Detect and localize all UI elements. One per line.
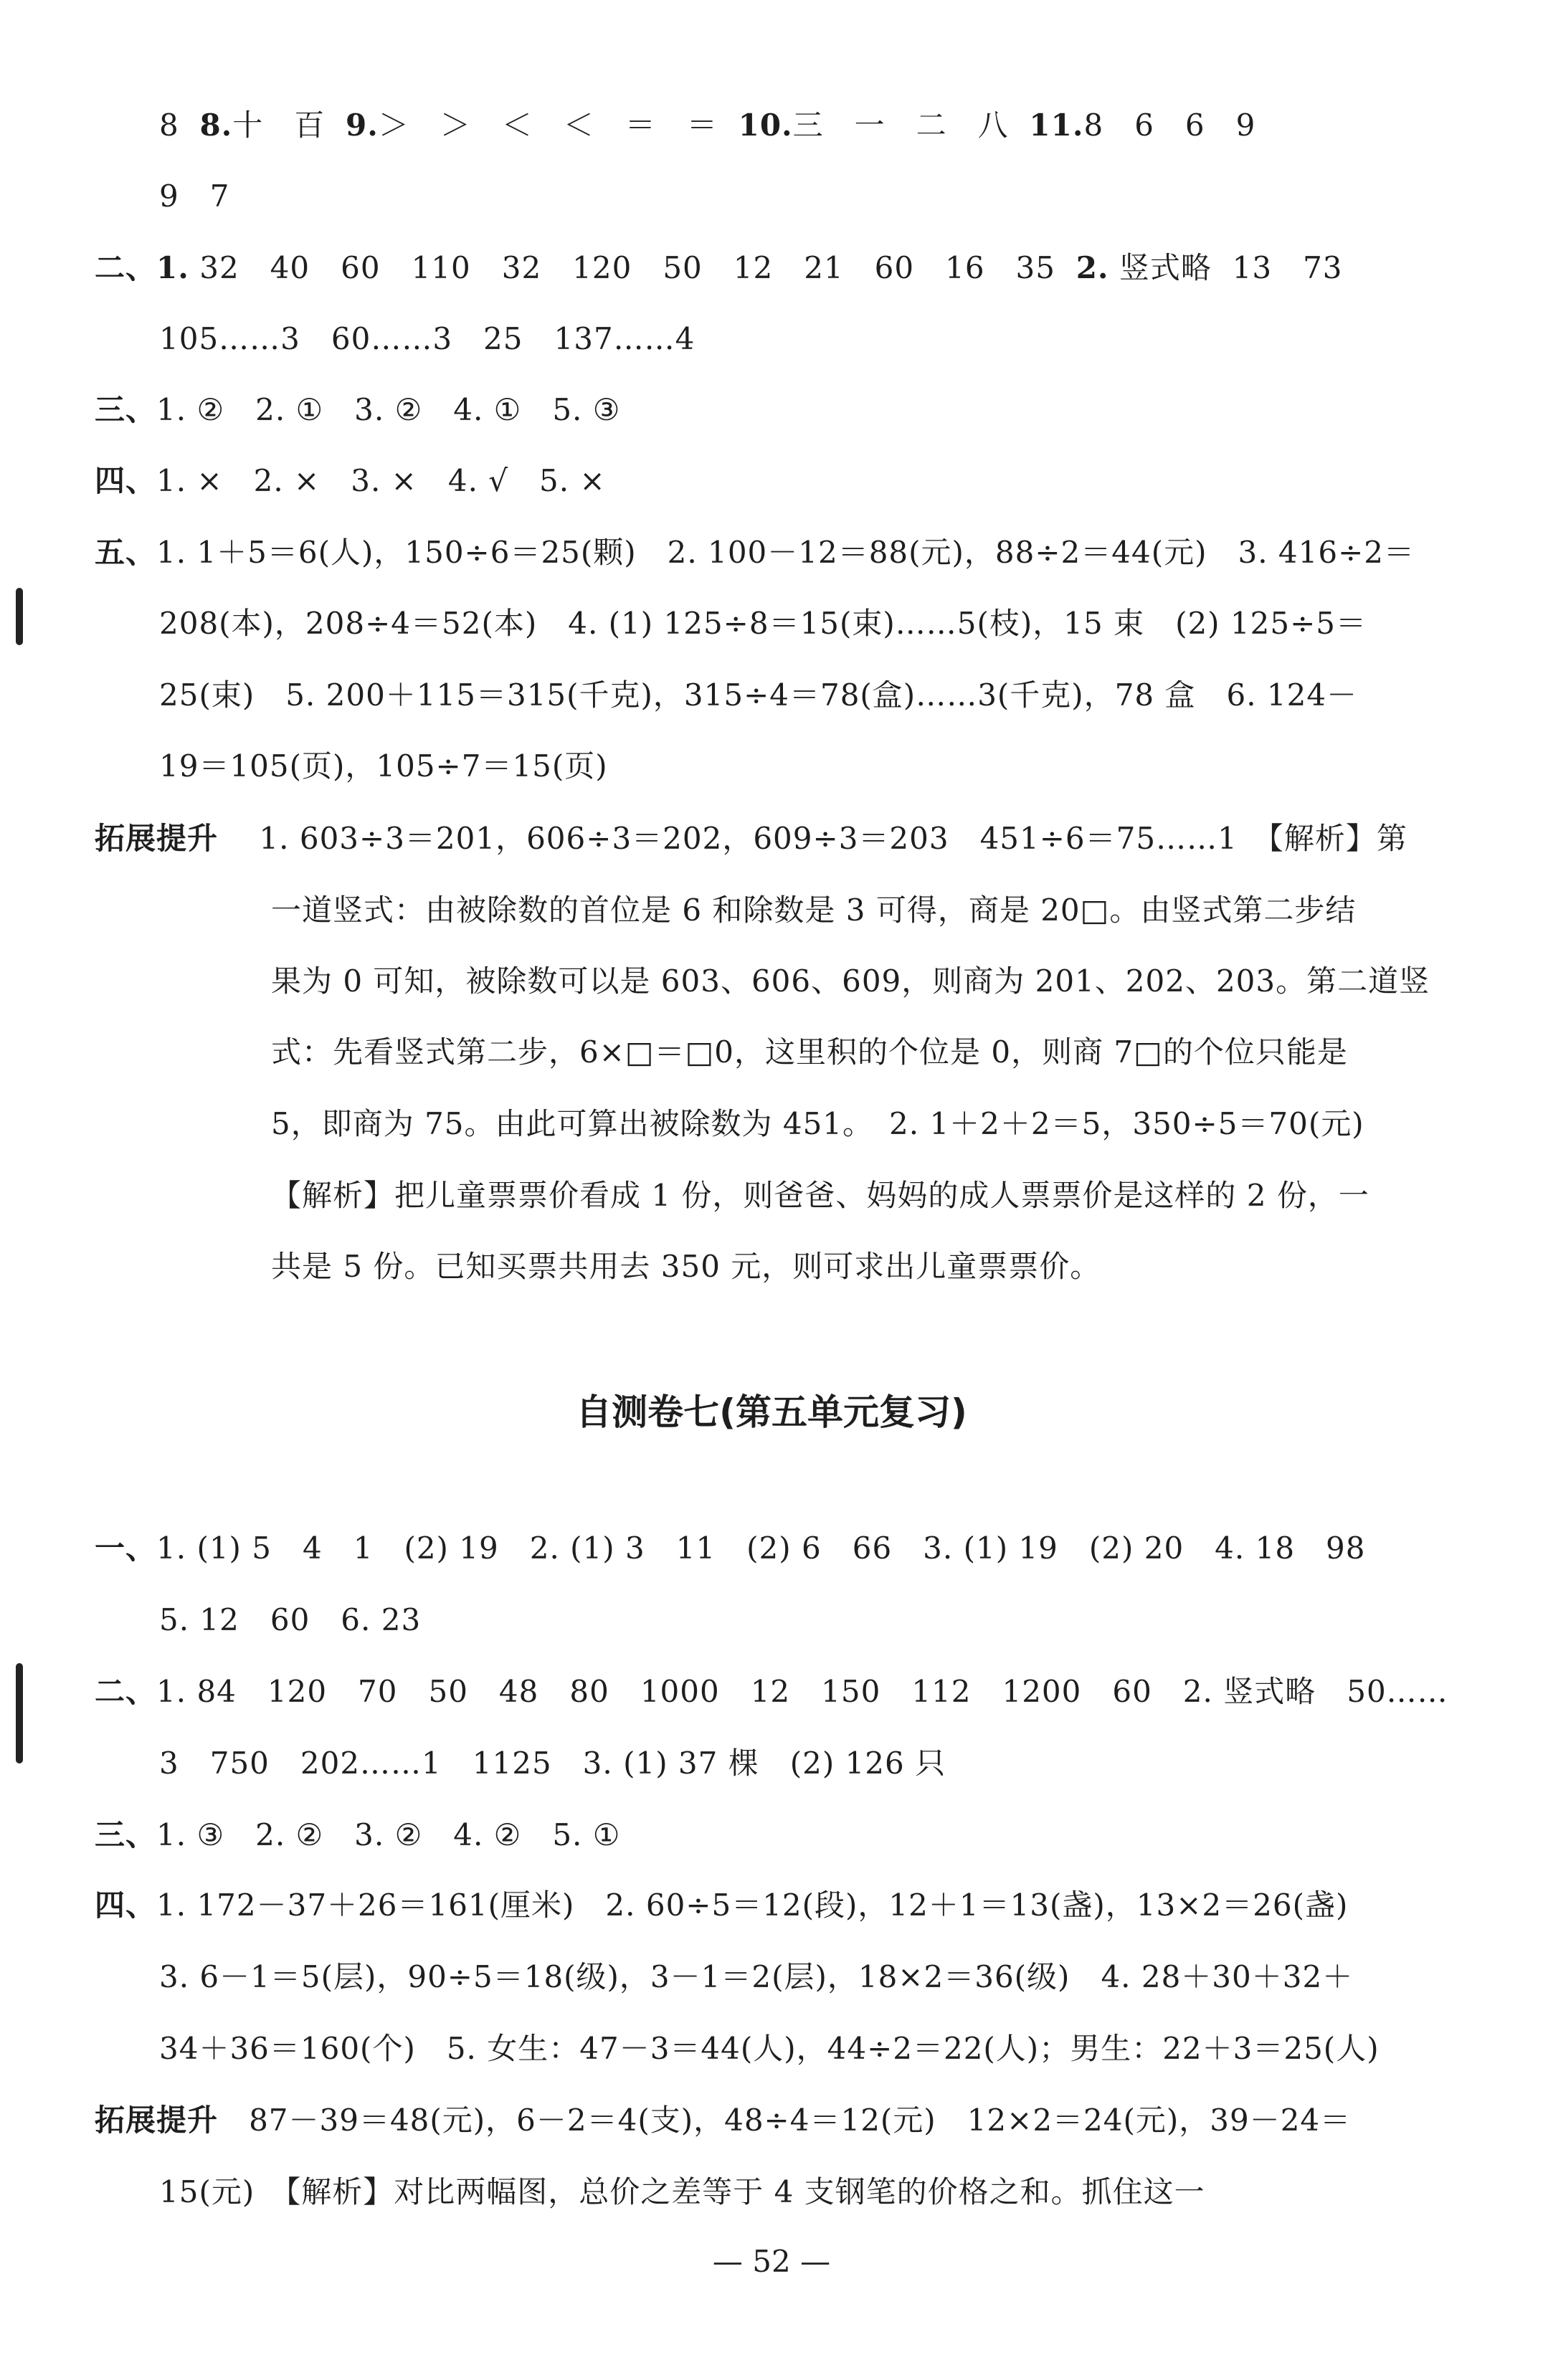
answer-line [95,817,1407,860]
answer-text: 13 73 [1232,250,1343,285]
answer-line [95,531,1415,574]
answer-text: 竖式略 [1119,250,1212,285]
answer-line [95,1670,1448,1713]
question-number: 8. [199,108,233,143]
answer-line: 3 750 202……1 1125 3. (1) 37 棵 (2) 126 只 [159,1746,946,1781]
section-label: 二、 [95,1674,157,1709]
answer-text: 1. 84 120 70 50 48 80 1000 12 150 112 1200 60 2. 竖式略 50…… [156,1674,1448,1709]
section-label: 三、 [95,1817,157,1852]
answer-text: 87－39＝48(元)，6－2＝4(支)，48÷4＝12(元) 12×2＝24(元)，39－24＝ [249,2103,1352,2138]
answer-line: 一道竖式：由被除数的首位是 6 和除数是 3 可得，商是 20□。由竖式第二步结 [271,892,1357,928]
question-number: 10. [738,108,793,143]
answer-text: 1. 603÷3＝201，606÷3＝202，609÷3＝203 451÷6＝75……1 【解析】第 [259,821,1407,856]
answer-line: 【解析】把儿童票票价看成 1 份，则爸爸、妈妈的成人票票价是这样的 2 份，一 [271,1178,1369,1213]
answer-line: 19＝105(页)，105÷7＝15(页) [159,748,608,784]
answer-line [95,247,1343,290]
section-label: 四、 [95,463,157,498]
answer-line [95,460,606,503]
section-title: 自测卷七(第五单元复习) [576,1391,967,1433]
section-label: 拓展提升 [95,821,219,856]
answer-line: 果为 0 可知，被除数可以是 603、606、609，则商为 201、202、203。第二道竖 [271,963,1430,999]
section-label: 三、 [95,392,157,427]
answer-line [95,1527,1365,1570]
answer-line: 3. 6－1＝5(层)，90÷5＝18(级)，3－1＝2(层)，18×2＝36(级) 4. 28＋30＋32＋ [159,1959,1354,1994]
answer-line: 34＋36＝160(个) 5. 女生：47－3＝44(人)，44÷2＝22(人)；男生：22＋3＝25(人) [159,2031,1380,2066]
answer-line [95,389,620,432]
answer-text: 1. (1) 5 4 1 (2) 19 2. (1) 3 11 (2) 6 66 3. (1) 19 (2) 20 4. 18 98 [156,1531,1366,1566]
section-label: 四、 [95,1888,157,1923]
section-label: 拓展提升 [95,2103,219,2138]
answer-text: 三 一 二 八 [792,108,1009,143]
binding-mark [16,1663,23,1763]
answer-text: 1. ② 2. ① 3. ② 4. ① 5. ③ [156,392,621,427]
answer-text: 32 40 60 110 32 120 50 12 21 60 16 35 [199,250,1055,285]
section-label: 二、 [95,250,157,285]
answer-line: 5. 12 60 6. 23 [159,1602,422,1637]
answer-text: 1. ③ 2. ② 3. ② 4. ② 5. ① [156,1817,621,1852]
answer-line: 15(元) 【解析】对比两幅图，总价之差等于 4 支钢笔的价格之和。抓住这一 [159,2174,1205,2209]
answer-text: 1. 172－37＋26＝161(厘米) 2. 60÷5＝12(段)，12＋1＝13(盏)，13×2＝26(盏) [156,1888,1349,1923]
answer-text: 8 [159,108,179,143]
answer-text: 1. 1＋5＝6(人)，150÷6＝25(颗) 2. 100－12＝88(元)，88÷2＝44(元) 3. 416÷2＝ [156,535,1415,570]
question-number: 11. [1029,108,1084,143]
question-number: 1. [156,250,189,285]
answer-line [95,2099,1351,2142]
answer-line [95,1884,1348,1927]
answer-text: ＞ ＞ ＜ ＜ ＝ ＝ [378,108,718,143]
section-label: 一、 [95,1531,157,1566]
question-number: 2. [1076,250,1109,285]
answer-text: 1. × 2. × 3. × 4. √ 5. × [156,463,606,498]
answer-text: 十 百 [232,108,326,143]
page-number: — 52 — [712,2244,831,2279]
binding-mark [16,588,23,645]
answer-line: 105……3 60……3 25 137……4 [159,321,695,356]
question-number: 9. [346,108,379,143]
answer-text: 8 6 6 9 [1083,108,1256,143]
answer-line: 9 7 [159,178,230,214]
answer-line [159,104,1255,147]
answer-line: 共是 5 份。已知买票共用去 350 元，则可求出儿童票票价。 [271,1249,1101,1284]
answer-line: 208(本)，208÷4＝52(本) 4. (1) 125÷8＝15(束)……5(枝)，15 束 (2) 125÷5＝ [159,606,1367,641]
answer-line [95,1814,620,1857]
answer-line: 25(束) 5. 200＋115＝315(千克)，315÷4＝78(盒)……3(千克)，78 盒 6. 124－ [159,677,1358,713]
section-label: 五、 [95,535,157,570]
answer-line: 式：先看竖式第二步，6×□＝□0，这里积的个位是 0，则商 7□的个位只能是 [271,1034,1348,1070]
answer-line: 5，即商为 75。由此可算出被除数为 451。 2. 1＋2＋2＝5，350÷5＝70(元) [271,1106,1364,1141]
